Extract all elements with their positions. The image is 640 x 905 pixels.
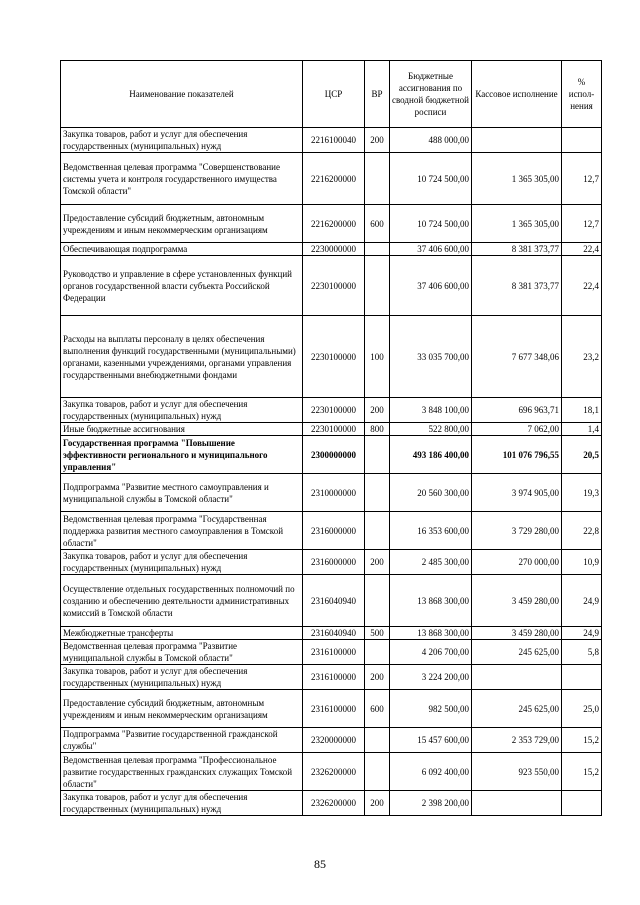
cell-vr: 800 bbox=[365, 423, 390, 436]
cell-kassa: 101 076 796,55 bbox=[472, 436, 562, 474]
cell-kassa: 8 381 373,77 bbox=[472, 256, 562, 316]
header-name: Наименование показателей bbox=[61, 61, 303, 128]
cell-csr: 2326200000 bbox=[303, 753, 365, 791]
cell-vr bbox=[365, 474, 390, 512]
cell-kassa: 3 459 280,00 bbox=[472, 575, 562, 627]
cell-budget: 488 000,00 bbox=[390, 128, 472, 153]
cell-vr bbox=[365, 243, 390, 256]
table-row bbox=[61, 640, 602, 665]
cell-budget: 33 035 700,00 bbox=[390, 316, 472, 398]
cell-pct: 18,1 bbox=[562, 398, 602, 423]
cell-name: Руководство и управление в сфере установленных функций органов государственной власти субъекта Российской Федерации bbox=[61, 256, 303, 316]
cell-vr: 500 bbox=[365, 627, 390, 640]
cell-name: Государственная программа "Повышение эффективности регионального и муниципального управления" bbox=[61, 436, 303, 474]
cell-name: Расходы на выплаты персоналу в целях обеспечения выполнения функций государственными (муниципальными) органами, казенными учреждениями, органами управления государственными внебюджетными фондами bbox=[61, 316, 303, 398]
cell-csr: 2316000000 bbox=[303, 550, 365, 575]
cell-budget: 522 800,00 bbox=[390, 423, 472, 436]
cell-kassa: 8 381 373,77 bbox=[472, 243, 562, 256]
table-body bbox=[61, 128, 602, 816]
header-pct: % испол- нения bbox=[562, 61, 602, 128]
cell-budget: 16 353 600,00 bbox=[390, 512, 472, 550]
cell-pct bbox=[562, 128, 602, 153]
cell-budget: 6 092 400,00 bbox=[390, 753, 472, 791]
cell-kassa: 7 677 348,06 bbox=[472, 316, 562, 398]
table-row bbox=[61, 316, 602, 398]
cell-pct: 12,7 bbox=[562, 205, 602, 243]
cell-name: Закупка товаров, работ и услуг для обеспечения государственных (муниципальных) нужд bbox=[61, 398, 303, 423]
header-budget: Бюджетные ассигнования по сводной бюджетной росписи bbox=[390, 61, 472, 128]
cell-csr: 2316040940 bbox=[303, 575, 365, 627]
cell-pct bbox=[562, 791, 602, 816]
cell-csr: 2316100000 bbox=[303, 665, 365, 690]
table-row bbox=[61, 398, 602, 423]
cell-vr: 100 bbox=[365, 316, 390, 398]
cell-budget: 20 560 300,00 bbox=[390, 474, 472, 512]
cell-name: Ведомственная целевая программа "Государственная поддержка развития местного самоуправления в Томской области" bbox=[61, 512, 303, 550]
cell-csr: 2216200000 bbox=[303, 205, 365, 243]
cell-pct: 15,2 bbox=[562, 728, 602, 753]
cell-kassa: 1 365 305,00 bbox=[472, 153, 562, 205]
cell-pct: 24,9 bbox=[562, 575, 602, 627]
cell-kassa: 3 459 280,00 bbox=[472, 627, 562, 640]
budget-execution-table bbox=[60, 60, 602, 816]
cell-budget: 10 724 500,00 bbox=[390, 205, 472, 243]
cell-kassa: 245 625,00 bbox=[472, 690, 562, 728]
cell-kassa: 3 974 905,00 bbox=[472, 474, 562, 512]
cell-pct: 25,0 bbox=[562, 690, 602, 728]
table-row bbox=[61, 627, 602, 640]
table-header-row bbox=[61, 61, 602, 128]
cell-budget: 13 868 300,00 bbox=[390, 575, 472, 627]
table-row bbox=[61, 791, 602, 816]
cell-name: Обеспечивающая подпрограмма bbox=[61, 243, 303, 256]
cell-vr: 200 bbox=[365, 398, 390, 423]
cell-csr: 2316100000 bbox=[303, 640, 365, 665]
table-row bbox=[61, 512, 602, 550]
cell-name: Ведомственная целевая программа "Совершенствование системы учета и контроля государственного имущества Томской области" bbox=[61, 153, 303, 205]
header-csr: ЦСР bbox=[303, 61, 365, 128]
cell-kassa: 696 963,71 bbox=[472, 398, 562, 423]
cell-name: Закупка товаров, работ и услуг для обеспечения государственных (муниципальных) нужд bbox=[61, 665, 303, 690]
cell-csr: 2230000000 bbox=[303, 243, 365, 256]
table-row bbox=[61, 153, 602, 205]
cell-vr: 200 bbox=[365, 128, 390, 153]
cell-vr bbox=[365, 640, 390, 665]
cell-name: Закупка товаров, работ и услуг для обеспечения государственных (муниципальных) нужд bbox=[61, 550, 303, 575]
cell-budget: 10 724 500,00 bbox=[390, 153, 472, 205]
table-row bbox=[61, 575, 602, 627]
cell-pct: 20,5 bbox=[562, 436, 602, 474]
cell-name: Закупка товаров, работ и услуг для обеспечения государственных (муниципальных) нужд bbox=[61, 791, 303, 816]
cell-csr: 2216100040 bbox=[303, 128, 365, 153]
header-kassa: Кассовое исполнение bbox=[472, 61, 562, 128]
cell-kassa: 3 729 280,00 bbox=[472, 512, 562, 550]
cell-csr: 2230100000 bbox=[303, 256, 365, 316]
cell-pct: 5,8 bbox=[562, 640, 602, 665]
table-row bbox=[61, 256, 602, 316]
cell-pct: 22,8 bbox=[562, 512, 602, 550]
cell-pct: 22,4 bbox=[562, 243, 602, 256]
cell-csr: 2316040940 bbox=[303, 627, 365, 640]
table-row bbox=[61, 128, 602, 153]
cell-pct: 15,2 bbox=[562, 753, 602, 791]
cell-pct: 23,2 bbox=[562, 316, 602, 398]
cell-vr: 600 bbox=[365, 205, 390, 243]
cell-csr: 2216200000 bbox=[303, 153, 365, 205]
cell-kassa bbox=[472, 665, 562, 690]
cell-pct: 24,9 bbox=[562, 627, 602, 640]
cell-kassa: 7 062,00 bbox=[472, 423, 562, 436]
cell-vr bbox=[365, 575, 390, 627]
cell-kassa: 1 365 305,00 bbox=[472, 205, 562, 243]
table-row bbox=[61, 474, 602, 512]
cell-name: Межбюджетные трансферты bbox=[61, 627, 303, 640]
table-row bbox=[61, 753, 602, 791]
cell-budget: 37 406 600,00 bbox=[390, 243, 472, 256]
cell-csr: 2230100000 bbox=[303, 423, 365, 436]
cell-kassa: 270 000,00 bbox=[472, 550, 562, 575]
table-row bbox=[61, 423, 602, 436]
cell-vr: 200 bbox=[365, 665, 390, 690]
page-number: 85 bbox=[314, 857, 326, 871]
cell-kassa bbox=[472, 128, 562, 153]
cell-pct: 1,4 bbox=[562, 423, 602, 436]
cell-budget: 13 868 300,00 bbox=[390, 627, 472, 640]
cell-pct: 10,9 bbox=[562, 550, 602, 575]
table-row bbox=[61, 550, 602, 575]
table-row bbox=[61, 205, 602, 243]
cell-name: Ведомственная целевая программа "Развитие муниципальной службы в Томской области" bbox=[61, 640, 303, 665]
cell-csr: 2230100000 bbox=[303, 398, 365, 423]
cell-csr: 2230100000 bbox=[303, 316, 365, 398]
header-vr: ВР bbox=[365, 61, 390, 128]
table-row bbox=[61, 665, 602, 690]
cell-vr bbox=[365, 753, 390, 791]
cell-name: Подпрограмма "Развитие государственной гражданской службы" bbox=[61, 728, 303, 753]
cell-budget: 15 457 600,00 bbox=[390, 728, 472, 753]
cell-name: Иные бюджетные ассигнования bbox=[61, 423, 303, 436]
table-row bbox=[61, 436, 602, 474]
cell-name: Предоставление субсидий бюджетным, автономным учреждениям и иным некоммерческим организациям bbox=[61, 205, 303, 243]
cell-budget: 2 398 200,00 bbox=[390, 791, 472, 816]
cell-pct: 12,7 bbox=[562, 153, 602, 205]
cell-kassa: 245 625,00 bbox=[472, 640, 562, 665]
cell-budget: 3 848 100,00 bbox=[390, 398, 472, 423]
cell-budget: 4 206 700,00 bbox=[390, 640, 472, 665]
cell-name: Осуществление отдельных государственных полномочий по созданию и обеспечению деятельности административных комиссий в Томской области bbox=[61, 575, 303, 627]
cell-csr: 2326200000 bbox=[303, 791, 365, 816]
table-row bbox=[61, 690, 602, 728]
cell-csr: 2300000000 bbox=[303, 436, 365, 474]
table-row bbox=[61, 243, 602, 256]
cell-kassa: 2 353 729,00 bbox=[472, 728, 562, 753]
cell-name: Закупка товаров, работ и услуг для обеспечения государственных (муниципальных) нужд bbox=[61, 128, 303, 153]
table-row bbox=[61, 728, 602, 753]
cell-csr: 2320000000 bbox=[303, 728, 365, 753]
cell-vr: 200 bbox=[365, 791, 390, 816]
cell-pct bbox=[562, 665, 602, 690]
cell-kassa bbox=[472, 791, 562, 816]
document-page bbox=[60, 60, 601, 816]
cell-budget: 3 224 200,00 bbox=[390, 665, 472, 690]
cell-pct: 19,3 bbox=[562, 474, 602, 512]
cell-name: Подпрограмма "Развитие местного самоуправления и муниципальной службы в Томской области" bbox=[61, 474, 303, 512]
cell-name: Ведомственная целевая программа "Профессиональное развитие государственных гражданских служащих Томской области" bbox=[61, 753, 303, 791]
cell-vr bbox=[365, 728, 390, 753]
cell-budget: 493 186 400,00 bbox=[390, 436, 472, 474]
cell-vr bbox=[365, 153, 390, 205]
cell-budget: 982 500,00 bbox=[390, 690, 472, 728]
cell-kassa: 923 550,00 bbox=[472, 753, 562, 791]
cell-vr: 600 bbox=[365, 690, 390, 728]
cell-budget: 2 485 300,00 bbox=[390, 550, 472, 575]
cell-name: Предоставление субсидий бюджетным, автономным учреждениям и иным некоммерческим организациям bbox=[61, 690, 303, 728]
cell-vr bbox=[365, 256, 390, 316]
cell-pct: 22,4 bbox=[562, 256, 602, 316]
cell-csr: 2316000000 bbox=[303, 512, 365, 550]
cell-vr bbox=[365, 512, 390, 550]
cell-vr: 200 bbox=[365, 550, 390, 575]
cell-vr bbox=[365, 436, 390, 474]
cell-budget: 37 406 600,00 bbox=[390, 256, 472, 316]
cell-csr: 2316100000 bbox=[303, 690, 365, 728]
cell-csr: 2310000000 bbox=[303, 474, 365, 512]
